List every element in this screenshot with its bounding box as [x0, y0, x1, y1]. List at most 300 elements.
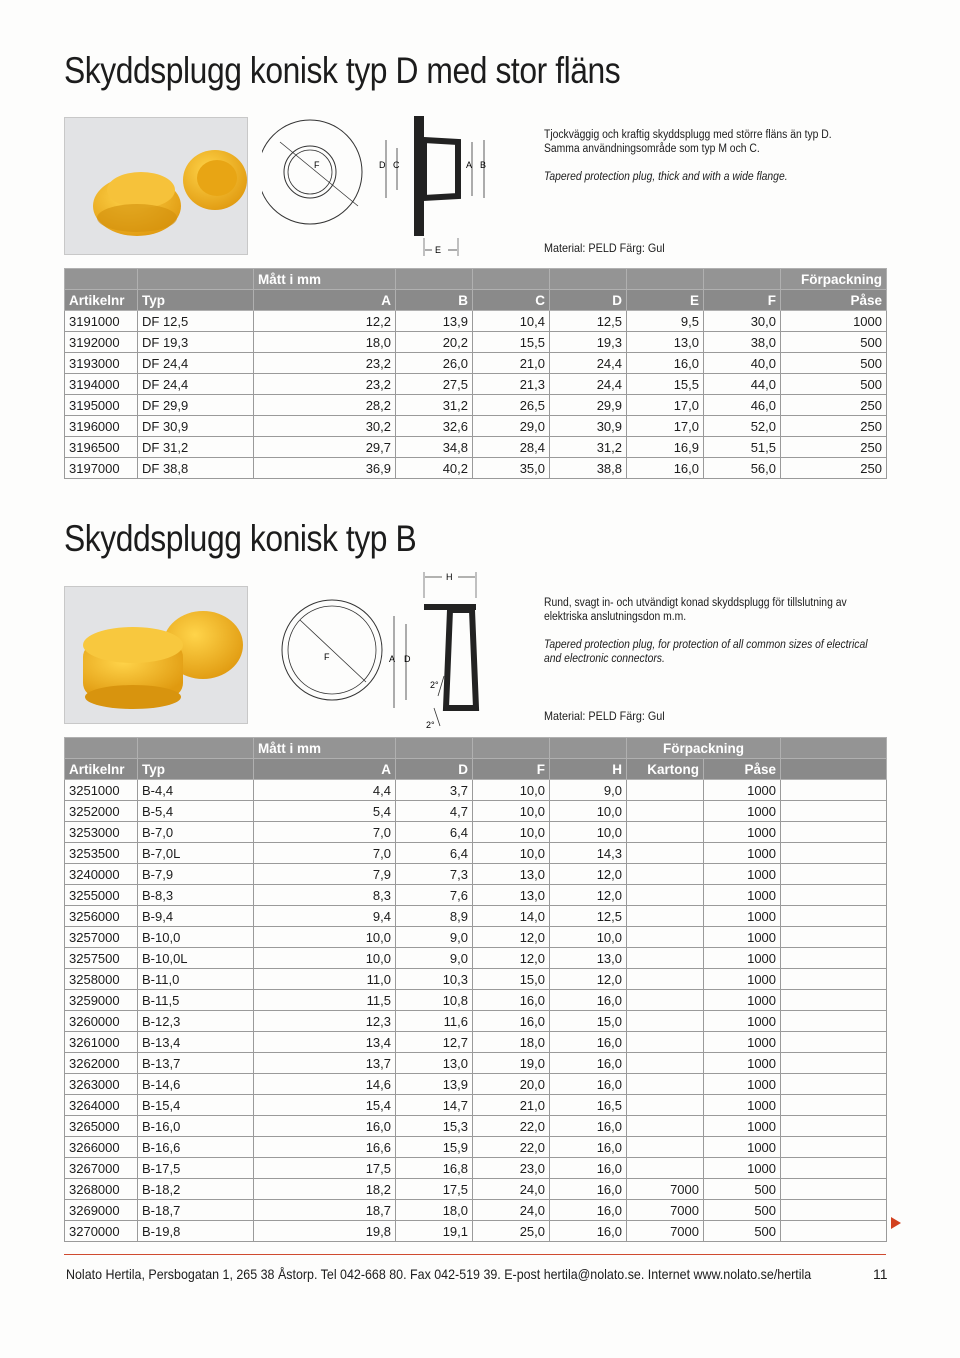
table-cell: 3195000 [65, 395, 138, 416]
table-cell: 500 [704, 1200, 781, 1221]
table-cell: 9,0 [396, 927, 473, 948]
table-cell: 16,0 [550, 1137, 627, 1158]
table-cell: 27,5 [396, 374, 473, 395]
section1-col-header: E [627, 290, 704, 311]
table-cell [627, 1032, 704, 1053]
section2-technical-drawing [270, 568, 500, 733]
table-cell: DF 19,3 [138, 332, 254, 353]
table-cell: 13,7 [254, 1053, 396, 1074]
table-row [65, 864, 887, 885]
table-cell: 14,0 [473, 906, 550, 927]
table-row [65, 353, 887, 374]
table-row [65, 885, 887, 906]
table-cell: 16,6 [254, 1137, 396, 1158]
table-cell [627, 864, 704, 885]
section2-diagram-label-h: H [446, 572, 453, 582]
table-cell: 30,0 [704, 311, 781, 332]
table-cell: 18,2 [254, 1179, 396, 1200]
table-cell: 16,5 [550, 1095, 627, 1116]
table-cell: 51,5 [704, 437, 781, 458]
table-cell: 18,0 [254, 332, 396, 353]
table-cell: 28,2 [254, 395, 396, 416]
table-cell-blank [781, 990, 887, 1011]
table-cell: 17,0 [627, 395, 704, 416]
section1-group-forpackning: Förpackning [781, 269, 887, 290]
table-row [65, 1137, 887, 1158]
section2-col-header: H [550, 759, 627, 780]
table-cell: 30,9 [550, 416, 627, 437]
table-cell: 12,0 [550, 864, 627, 885]
table-cell: 15,4 [254, 1095, 396, 1116]
table-cell: 3265000 [65, 1116, 138, 1137]
table-cell: 4,7 [396, 801, 473, 822]
table-row [65, 1053, 887, 1074]
table-cell: 3260000 [65, 1011, 138, 1032]
table-cell-blank [781, 906, 887, 927]
table-cell: 7,3 [396, 864, 473, 885]
table-cell: B-19,8 [138, 1221, 254, 1242]
table-cell: 18,7 [254, 1200, 396, 1221]
table-cell: 17,5 [254, 1158, 396, 1179]
table-cell: 1000 [704, 864, 781, 885]
table-cell: DF 38,8 [138, 458, 254, 479]
table-cell: 3257000 [65, 927, 138, 948]
table-cell: 3261000 [65, 1032, 138, 1053]
table-cell: 16,0 [550, 1158, 627, 1179]
table-cell: 16,0 [550, 1221, 627, 1242]
table-cell: 11,0 [254, 969, 396, 990]
table-cell: 3194000 [65, 374, 138, 395]
table-row [65, 1158, 887, 1179]
table-cell: 1000 [704, 927, 781, 948]
table-cell: 3262000 [65, 1053, 138, 1074]
table-cell: 1000 [704, 1074, 781, 1095]
table-cell: 12,0 [550, 885, 627, 906]
table-row [65, 311, 887, 332]
table-cell: 21,3 [473, 374, 550, 395]
table-cell: 28,4 [473, 437, 550, 458]
table-row [65, 1095, 887, 1116]
table-row [65, 458, 887, 479]
table-cell: 12,0 [550, 969, 627, 990]
table-cell: 15,3 [396, 1116, 473, 1137]
section1-group-matt: Mått i mm [254, 269, 396, 290]
table-cell [627, 1095, 704, 1116]
section1-col-header: C [473, 290, 550, 311]
table-row [65, 990, 887, 1011]
table-cell: 8,3 [254, 885, 396, 906]
table-cell: 7000 [627, 1221, 704, 1242]
table-cell: 40,0 [704, 353, 781, 374]
table-cell: B-18,2 [138, 1179, 254, 1200]
table-cell: 7000 [627, 1179, 704, 1200]
section1-diagram-label-d: D [379, 160, 386, 170]
table-cell: 3269000 [65, 1200, 138, 1221]
table-cell: 16,0 [550, 1200, 627, 1221]
section1-description [544, 128, 868, 198]
table-cell: 12,0 [473, 948, 550, 969]
table-cell: 12,0 [473, 927, 550, 948]
table-cell: 19,0 [473, 1053, 550, 1074]
table-cell-blank [781, 927, 887, 948]
section2-col-header-blank [781, 759, 887, 780]
table-cell: 7,6 [396, 885, 473, 906]
table-cell: B-7,9 [138, 864, 254, 885]
table-cell: 35,0 [473, 458, 550, 479]
section1-col-header: Påse [781, 290, 887, 311]
table-cell: 500 [704, 1221, 781, 1242]
table-cell [627, 822, 704, 843]
table-cell: 1000 [704, 1137, 781, 1158]
table-cell: 1000 [704, 822, 781, 843]
section1-diagram-label-b: B [480, 160, 487, 170]
table-cell-blank [781, 864, 887, 885]
table-cell: B-8,3 [138, 885, 254, 906]
table-row [65, 927, 887, 948]
next-page-arrow-icon [891, 1217, 901, 1229]
table-cell: B-14,6 [138, 1074, 254, 1095]
table-cell: 1000 [704, 885, 781, 906]
footer-divider [64, 1254, 886, 1255]
table-cell-blank [781, 1074, 887, 1095]
table-cell: 10,0 [473, 843, 550, 864]
footer-contact: Nolato Hertila, Persbogatan 1, 265 38 Åstorp. Tel 042-668 80. Fax 042-519 39. E-post hertila@nolato.se. Internet www.nolato.se/hertila [66, 1266, 812, 1282]
table-cell: 1000 [704, 1032, 781, 1053]
table-cell: B-16,0 [138, 1116, 254, 1137]
table-cell: 10,0 [254, 948, 396, 969]
table-cell: 3196000 [65, 416, 138, 437]
table-cell-blank [781, 822, 887, 843]
section2-col-header: Påse [704, 759, 781, 780]
table-cell: 15,0 [473, 969, 550, 990]
table-cell: 24,4 [550, 353, 627, 374]
table-cell [627, 843, 704, 864]
table-cell: 24,0 [473, 1200, 550, 1221]
table-cell: 4,4 [254, 780, 396, 801]
table-cell: 29,0 [473, 416, 550, 437]
table-cell: 5,4 [254, 801, 396, 822]
table-cell: 16,0 [627, 353, 704, 374]
table-cell: 16,9 [627, 437, 704, 458]
table-cell: 12,5 [550, 311, 627, 332]
table-cell: 3251000 [65, 780, 138, 801]
table-row [65, 780, 887, 801]
table-cell-blank [781, 1116, 887, 1137]
table-row [65, 416, 887, 437]
table-cell [627, 990, 704, 1011]
table-cell: B-7,0L [138, 843, 254, 864]
section1-technical-drawing [262, 110, 502, 260]
table-cell-blank [781, 1095, 887, 1116]
table-cell: 31,2 [396, 395, 473, 416]
table-cell: 3268000 [65, 1179, 138, 1200]
table-cell: 3253500 [65, 843, 138, 864]
table-cell: 46,0 [704, 395, 781, 416]
table-cell: 9,0 [550, 780, 627, 801]
table-cell: 16,0 [473, 1011, 550, 1032]
table-cell: 10,0 [550, 822, 627, 843]
table-cell: 16,0 [473, 990, 550, 1011]
section2-title: Skyddsplugg konisk typ B [64, 518, 417, 559]
section1-diagram-label-c: C [393, 160, 400, 170]
table-cell: 3191000 [65, 311, 138, 332]
table-row [65, 1032, 887, 1053]
table-cell: 10,0 [254, 927, 396, 948]
table-cell: B-15,4 [138, 1095, 254, 1116]
section1-col-header: B [396, 290, 473, 311]
table-cell-blank [781, 1158, 887, 1179]
table-cell: 29,9 [550, 395, 627, 416]
table-cell: 11,6 [396, 1011, 473, 1032]
table-cell [627, 780, 704, 801]
table-cell: 13,0 [396, 1053, 473, 1074]
table-cell: 14,6 [254, 1074, 396, 1095]
table-cell: 3257500 [65, 948, 138, 969]
table-cell-blank [781, 948, 887, 969]
table-cell: 1000 [704, 1116, 781, 1137]
table-cell: 38,8 [550, 458, 627, 479]
section1-desc-swedish: Tjockväggig och kraftig skyddsplugg med större fläns än typ D. Samma användningsområde som typ M och C. [544, 129, 832, 155]
table-cell: 12,5 [550, 906, 627, 927]
table-cell: 23,2 [254, 374, 396, 395]
table-cell: 1000 [704, 906, 781, 927]
table-cell [627, 1116, 704, 1137]
table-cell: 3193000 [65, 353, 138, 374]
section1-spec-table [64, 268, 887, 479]
table-cell: 12,7 [396, 1032, 473, 1053]
table-row [65, 801, 887, 822]
table-cell: 13,0 [473, 864, 550, 885]
table-cell: 1000 [704, 969, 781, 990]
table-cell: 16,0 [550, 1074, 627, 1095]
table-cell: 20,2 [396, 332, 473, 353]
table-cell: 10,0 [473, 801, 550, 822]
table-cell: 36,9 [254, 458, 396, 479]
table-cell: 23,2 [254, 353, 396, 374]
table-cell: 12,3 [254, 1011, 396, 1032]
table-cell: 9,4 [254, 906, 396, 927]
section1-col-header: Typ [138, 290, 254, 311]
table-cell: 13,9 [396, 1074, 473, 1095]
table-cell: 1000 [704, 780, 781, 801]
table-row [65, 1116, 887, 1137]
table-cell: 8,9 [396, 906, 473, 927]
section1-diagram-label-e: E [435, 245, 442, 255]
section1-material: Material: PELD Färg: Gul [544, 241, 665, 255]
table-cell: 19,1 [396, 1221, 473, 1242]
section2-col-header: Typ [138, 759, 254, 780]
table-cell: 7,9 [254, 864, 396, 885]
section1-col-header: F [704, 290, 781, 311]
table-row [65, 1179, 887, 1200]
table-cell: B-12,3 [138, 1011, 254, 1032]
table-cell: 21,0 [473, 1095, 550, 1116]
table-cell: 10,0 [473, 780, 550, 801]
table-cell: 16,0 [254, 1116, 396, 1137]
table-cell: 7,0 [254, 822, 396, 843]
table-cell: 10,4 [473, 311, 550, 332]
table-cell: 30,2 [254, 416, 396, 437]
table-cell: 20,0 [473, 1074, 550, 1095]
table-cell-blank [781, 1053, 887, 1074]
table-cell: B-13,7 [138, 1053, 254, 1074]
table-cell: 13,0 [550, 948, 627, 969]
table-cell: 17,0 [627, 416, 704, 437]
table-cell: B-10,0 [138, 927, 254, 948]
table-row [65, 1200, 887, 1221]
table-cell: 15,5 [627, 374, 704, 395]
table-cell: 6,4 [396, 843, 473, 864]
table-cell: 3270000 [65, 1221, 138, 1242]
table-cell: 3192000 [65, 332, 138, 353]
table-cell: 3258000 [65, 969, 138, 990]
table-cell: 11,5 [254, 990, 396, 1011]
table-cell: 21,0 [473, 353, 550, 374]
table-cell: 250 [781, 437, 887, 458]
section1-diagram-label-a: A [466, 160, 473, 170]
table-cell: DF 24,4 [138, 353, 254, 374]
table-cell: 17,5 [396, 1179, 473, 1200]
table-cell: 500 [704, 1179, 781, 1200]
table-cell: 25,0 [473, 1221, 550, 1242]
table-cell: 31,2 [550, 437, 627, 458]
table-cell: 3255000 [65, 885, 138, 906]
table-row [65, 332, 887, 353]
section1-col-header: Artikelnr [65, 290, 138, 311]
table-cell: 15,0 [550, 1011, 627, 1032]
table-cell: 3266000 [65, 1137, 138, 1158]
section2-diagram-label-angle2: 2° [426, 720, 435, 730]
table-cell: 1000 [704, 990, 781, 1011]
table-cell [627, 969, 704, 990]
table-cell: 13,0 [473, 885, 550, 906]
section2-product-photo [64, 586, 248, 724]
table-cell: 3263000 [65, 1074, 138, 1095]
table-cell: 7,0 [254, 843, 396, 864]
table-cell: 40,2 [396, 458, 473, 479]
table-cell: 250 [781, 395, 887, 416]
table-cell: 500 [781, 374, 887, 395]
table-cell: 13,9 [396, 311, 473, 332]
table-cell: DF 12,5 [138, 311, 254, 332]
table-cell-blank [781, 1221, 887, 1242]
table-cell: 500 [781, 332, 887, 353]
table-cell: 12,2 [254, 311, 396, 332]
table-row [65, 906, 887, 927]
table-cell: 34,8 [396, 437, 473, 458]
table-cell: 1000 [704, 1011, 781, 1032]
table-cell: B-11,0 [138, 969, 254, 990]
table-row [65, 969, 887, 990]
table-cell: 3252000 [65, 801, 138, 822]
table-cell: 1000 [704, 1158, 781, 1179]
section1-diagram-label-f: F [314, 160, 320, 170]
table-cell [627, 1137, 704, 1158]
table-row [65, 822, 887, 843]
section2-col-header: F [473, 759, 550, 780]
section1-col-header: A [254, 290, 396, 311]
table-row [65, 395, 887, 416]
table-cell: B-9,4 [138, 906, 254, 927]
table-row [65, 1011, 887, 1032]
table-cell: 3240000 [65, 864, 138, 885]
section2-material: Material: PELD Färg: Gul [544, 709, 665, 723]
table-cell: 3196500 [65, 437, 138, 458]
table-cell: 29,7 [254, 437, 396, 458]
section2-col-header: Artikelnr [65, 759, 138, 780]
table-cell [627, 1074, 704, 1095]
table-cell: 15,9 [396, 1137, 473, 1158]
section2-col-header: A [254, 759, 396, 780]
table-row [65, 843, 887, 864]
table-row [65, 437, 887, 458]
table-cell-blank [781, 1137, 887, 1158]
table-cell: B-10,0L [138, 948, 254, 969]
table-cell: 10,3 [396, 969, 473, 990]
table-cell: 14,7 [396, 1095, 473, 1116]
table-cell: 13,0 [627, 332, 704, 353]
table-cell: DF 24,4 [138, 374, 254, 395]
table-cell: B-11,5 [138, 990, 254, 1011]
section2-diagram-label-a: A [389, 654, 396, 664]
table-cell: 10,0 [473, 822, 550, 843]
table-cell: 19,3 [550, 332, 627, 353]
table-cell: 23,0 [473, 1158, 550, 1179]
table-cell: 10,0 [550, 801, 627, 822]
table-cell: 1000 [781, 311, 887, 332]
table-cell-blank [781, 843, 887, 864]
table-cell: 6,4 [396, 822, 473, 843]
table-cell: 26,5 [473, 395, 550, 416]
section2-desc-english: Tapered protection plug, for protection of all common sizes of electrical and electronic connectors. [544, 639, 868, 665]
table-cell: 38,0 [704, 332, 781, 353]
section2-desc-swedish: Rund, svagt in- och utvändigt konad skyddsplugg för tillslutning av elektriska anslutningsdon m.m. [544, 597, 847, 623]
table-cell: 18,0 [473, 1032, 550, 1053]
table-row [65, 948, 887, 969]
table-cell: 10,0 [550, 927, 627, 948]
table-cell-blank [781, 885, 887, 906]
table-cell: B-5,4 [138, 801, 254, 822]
table-cell: 1000 [704, 1053, 781, 1074]
table-cell: 24,0 [473, 1179, 550, 1200]
table-cell: 14,3 [550, 843, 627, 864]
section2-diagram-label-angle1: 2° [430, 680, 439, 690]
table-cell [627, 801, 704, 822]
table-cell: 22,0 [473, 1116, 550, 1137]
table-row [65, 1221, 887, 1242]
table-cell: 3259000 [65, 990, 138, 1011]
section1-col-header: D [550, 290, 627, 311]
table-cell-blank [781, 969, 887, 990]
table-cell: 250 [781, 458, 887, 479]
table-cell: B-4,4 [138, 780, 254, 801]
table-cell: 3256000 [65, 906, 138, 927]
section1-title: Skyddsplugg konisk typ D med stor fläns [64, 50, 621, 91]
section1-product-photo [64, 117, 248, 255]
table-cell: 26,0 [396, 353, 473, 374]
section2-description [544, 596, 868, 680]
table-cell: B-17,5 [138, 1158, 254, 1179]
table-cell: 16,8 [396, 1158, 473, 1179]
table-cell [627, 1158, 704, 1179]
table-cell: 18,0 [396, 1200, 473, 1221]
section1-desc-english: Tapered protection plug, thick and with a wide flange. [544, 171, 788, 183]
table-cell: 3267000 [65, 1158, 138, 1179]
table-cell: 3253000 [65, 822, 138, 843]
table-cell: 16,0 [550, 1116, 627, 1137]
table-cell: B-18,7 [138, 1200, 254, 1221]
table-cell-blank [781, 1032, 887, 1053]
